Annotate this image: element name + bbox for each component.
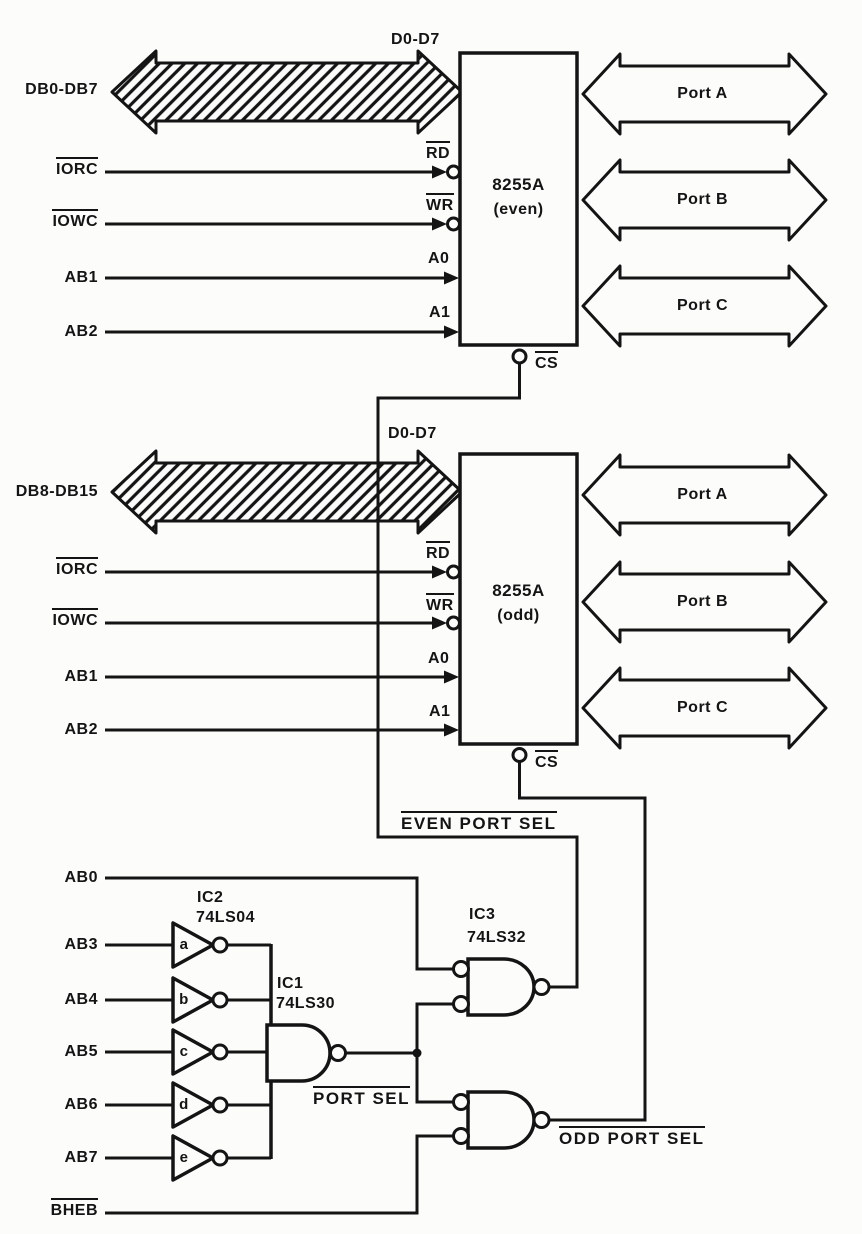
ic3-or-gate-odd (454, 1092, 550, 1148)
wr-pin-odd-label: WR (426, 593, 454, 614)
wr-bubble (448, 218, 460, 230)
ic1-part-label: 74LS30 (276, 995, 336, 1012)
even-port-sel-label: EVEN PORT SEL (401, 811, 557, 832)
inverter-c-letter: c (179, 1043, 189, 1060)
ab2-odd-label: AB2 (64, 721, 98, 738)
ab2-even-label: AB2 (64, 323, 98, 340)
bheb-label: BHEB (51, 1198, 98, 1219)
odd-port-a-label: Port A (677, 486, 728, 503)
inverter-e-letter: e (179, 1149, 189, 1166)
chip-odd-variant: (odd) (497, 607, 540, 624)
wr-pin-even-label: WR (426, 193, 454, 214)
rd-bubble (448, 566, 460, 578)
cs-pin-even-label: CS (535, 351, 558, 372)
ic3-or-gate-even (454, 959, 550, 1015)
data-pin-odd-label: D0-D7 (388, 425, 437, 442)
ab6-label: AB6 (64, 1096, 98, 1113)
chip-odd-name: 8255A (492, 581, 545, 600)
a1-pin-odd-label: A1 (429, 703, 451, 720)
ab1-even-label: AB1 (64, 269, 98, 286)
a0-pin-even-label: A0 (428, 250, 450, 267)
chip-even-variant: (even) (493, 201, 544, 218)
port-sel-label: PORT SEL (313, 1086, 410, 1107)
odd-port-b-label: Port B (677, 593, 728, 610)
ab5-label: AB5 (64, 1043, 98, 1060)
cs-bubble (513, 749, 526, 762)
ic3-part-label: 74LS32 (467, 929, 527, 946)
a0-pin-odd-label: A0 (428, 650, 450, 667)
iorc-even-label: IORC (56, 157, 98, 178)
even-control-wires (105, 172, 446, 332)
even-8255a-chip (460, 53, 577, 345)
even-port-c-label: Port C (677, 297, 728, 314)
rd-pin-odd-label: RD (426, 541, 450, 562)
odd-control-wires (105, 572, 446, 730)
cs-bubble (513, 350, 526, 363)
junction-dot (413, 1049, 422, 1058)
odd-data-bus-arrow (112, 451, 462, 533)
chip-even-name: 8255A (492, 175, 545, 194)
ab0-label: AB0 (64, 869, 98, 886)
iorc-odd-label: IORC (56, 557, 98, 578)
ic1-id-label: IC1 (277, 975, 304, 992)
ab3-label: AB3 (64, 936, 98, 953)
data-pin-even-label: D0-D7 (391, 31, 440, 48)
bheb-wire (105, 1136, 454, 1213)
a1-pin-even-label: A1 (429, 304, 451, 321)
rd-bubble (448, 166, 460, 178)
bus-even-label: DB0-DB7 (25, 81, 98, 98)
iowc-odd-label: IOWC (52, 608, 98, 629)
inverter-d-letter: d (179, 1096, 189, 1113)
ab7-label: AB7 (64, 1149, 98, 1166)
even-port-a-label: Port A (677, 85, 728, 102)
rd-pin-even-label: RD (426, 141, 450, 162)
bus-odd-label: DB8-DB15 (15, 483, 98, 500)
odd-port-c-label: Port C (677, 699, 728, 716)
ic3-id-label: IC3 (469, 906, 496, 923)
wr-bubble (448, 617, 460, 629)
inverter-b-letter: b (179, 991, 189, 1008)
ab1-odd-label: AB1 (64, 668, 98, 685)
ic1-nand-gate (267, 1025, 346, 1081)
ab4-label: AB4 (64, 991, 98, 1008)
ic2-id-label: IC2 (197, 889, 224, 906)
inverter-a-letter: a (179, 936, 189, 953)
even-data-bus-arrow (112, 51, 462, 133)
even-port-b-label: Port B (677, 191, 728, 208)
ic2-part-label: 74LS04 (196, 909, 256, 926)
cs-pin-odd-label: CS (535, 750, 558, 771)
iowc-even-label: IOWC (52, 209, 98, 230)
odd-port-sel-label: ODD PORT SEL (559, 1126, 705, 1147)
ab0-wire (105, 878, 454, 969)
